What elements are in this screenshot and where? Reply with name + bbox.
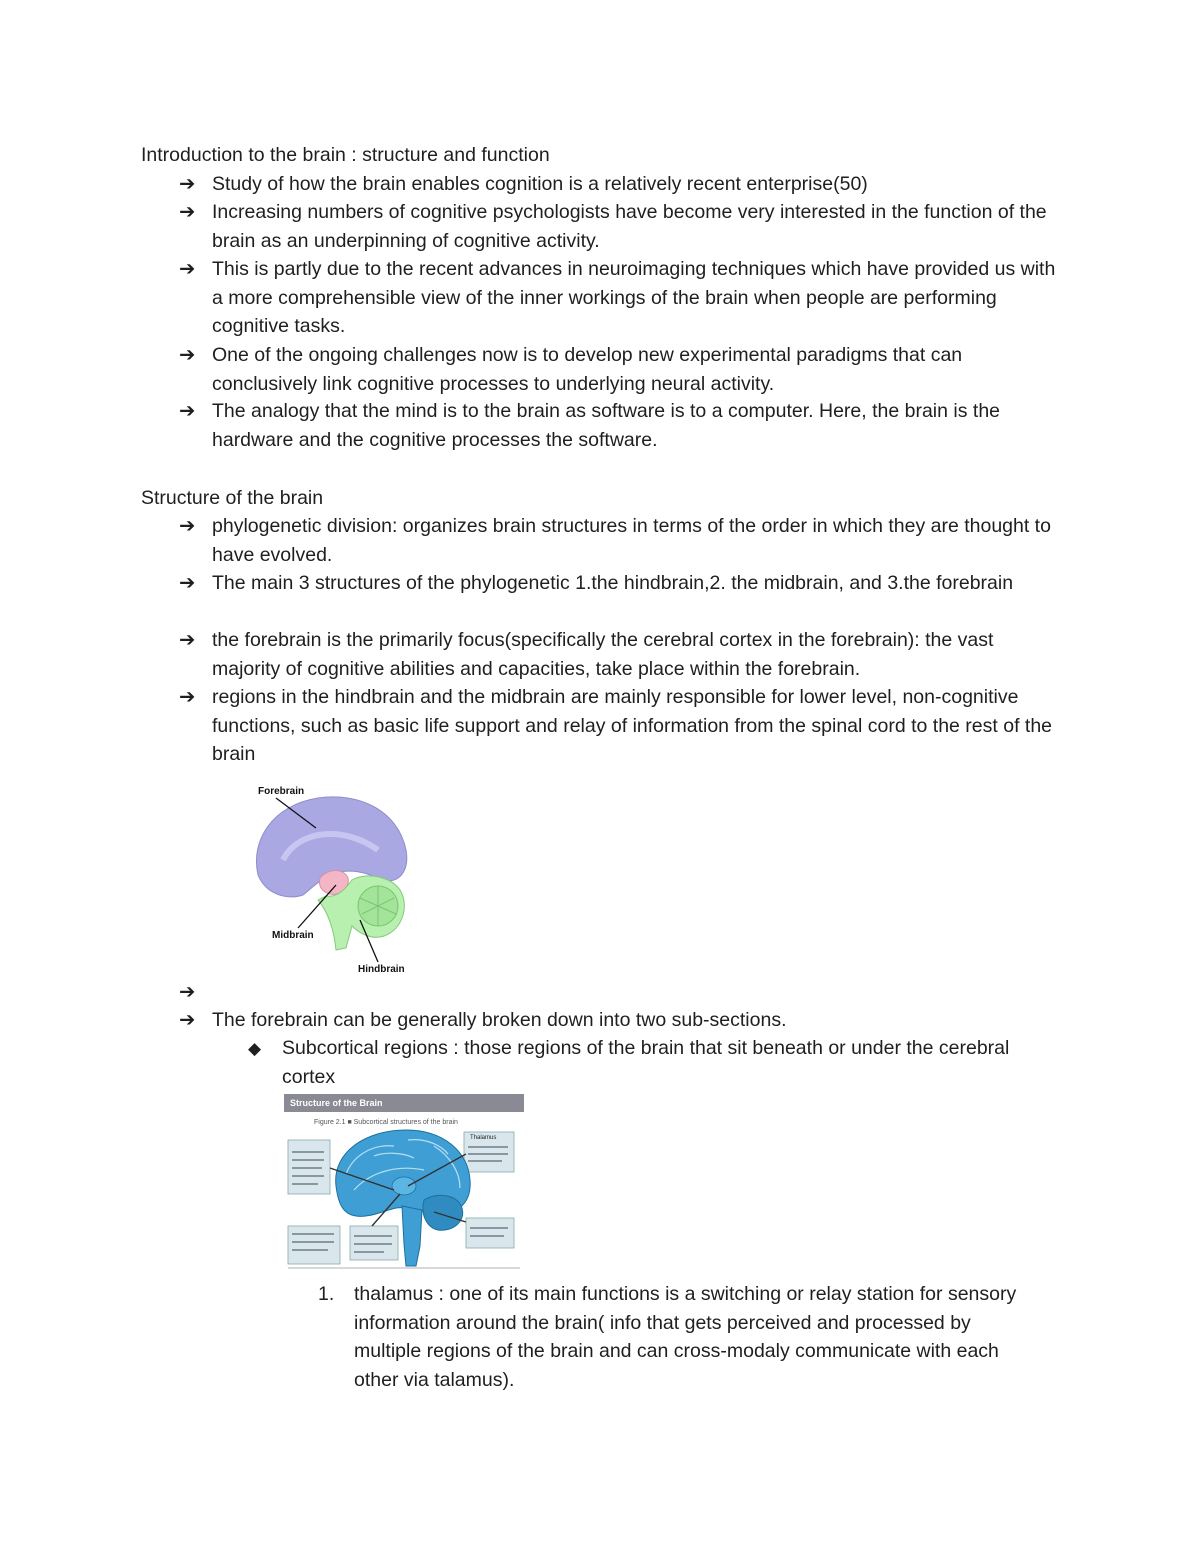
arrow-bullet-icon: ➔ — [179, 515, 196, 537]
section-heading-intro: Introduction to the brain : structure and function — [141, 144, 550, 166]
hindbrain-label: Hindbrain — [358, 964, 405, 975]
cerebellum-shape — [423, 1195, 463, 1230]
arrow-bullet-icon: ➔ — [179, 201, 196, 223]
figure-header-text: Structure of the Brain — [290, 1098, 383, 1108]
subcortical-structures-figure — [284, 1094, 524, 1272]
sub-list-item-text: Subcortical regions : those regions of the brain that sit beneath or under the cerebral cortex — [282, 1037, 1010, 1088]
list-item-text: The main 3 structures of the phylogenetic 1.the hindbrain,2. the midbrain, and 3.the forebrain — [212, 572, 1014, 594]
list-item-text: This is partly due to the recent advances in neuroimaging techniques which have provided us with a more comprehensible view of the inner workings of the brain when people are performing cognitive tasks. — [212, 258, 1056, 337]
arrow-bullet-icon: ➔ — [179, 1009, 196, 1031]
forebrain-label: Forebrain — [258, 786, 305, 797]
list-item-text: Increasing numbers of cognitive psychologists have become very interested in the function of the brain as an underpinning of cognitive activity. — [212, 201, 1047, 252]
list-item-text: regions in the hindbrain and the midbrain are mainly responsible for lower level, non-cognitive functions, such as basic life support and relay of information from the spinal cord to the rest of the brain — [212, 686, 1053, 765]
list-item-text: One of the ongoing challenges now is to develop new experimental paradigms that can conclusively link cognitive processes to underlying neural activity. — [212, 344, 963, 395]
arrow-bullet-icon: ➔ — [179, 629, 196, 651]
list-item-text: The forebrain can be generally broken down into two sub-sections. — [212, 1009, 787, 1031]
arrow-bullet-icon: ➔ — [179, 258, 196, 280]
arrow-bullet-icon: ➔ — [179, 686, 196, 708]
section-heading-structure: Structure of the brain — [141, 487, 324, 509]
list-item-text: The analogy that the mind is to the brain as software is to a computer. Here, the brain is the hardware and the cognitive processes the software. — [212, 400, 1001, 451]
list-item-text: the forebrain is the primarily focus(specifically the cerebral cortex in the forebrain): the vast majority of cognitive abilities and capacities, take place within the forebrain. — [212, 629, 994, 680]
numbered-list-item-text: thalamus : one of its main functions is a switching or relay station for sensory information around the brain( info that gets perceived and processed by multiple regions of the brain and can cross-modaly communicate with each other via talamus). — [354, 1283, 1017, 1391]
arrow-bullet-icon: ➔ — [179, 400, 196, 422]
diamond-bullet-icon: ◆ — [248, 1039, 262, 1058]
list-item-text: phylogenetic division: organizes brain structures in terms of the order in which they are thought to have evolved. — [212, 515, 1051, 566]
thalamus-box-label: Thalamus — [470, 1135, 497, 1141]
arrow-bullet-icon: ➔ — [179, 981, 196, 1003]
brain-divisions-figure — [248, 780, 418, 980]
list-item-text: Study of how the brain enables cognition is a relatively recent enterprise(50) — [212, 173, 868, 195]
arrow-bullet-icon: ➔ — [179, 344, 196, 366]
figure-caption: Figure 2.1 ■ Subcortical structures of the brain — [314, 1119, 458, 1126]
arrow-bullet-icon: ➔ — [179, 572, 196, 594]
midbrain-label: Midbrain — [272, 930, 314, 941]
list-number: 1. — [318, 1283, 335, 1305]
arrow-bullet-icon: ➔ — [179, 173, 196, 195]
